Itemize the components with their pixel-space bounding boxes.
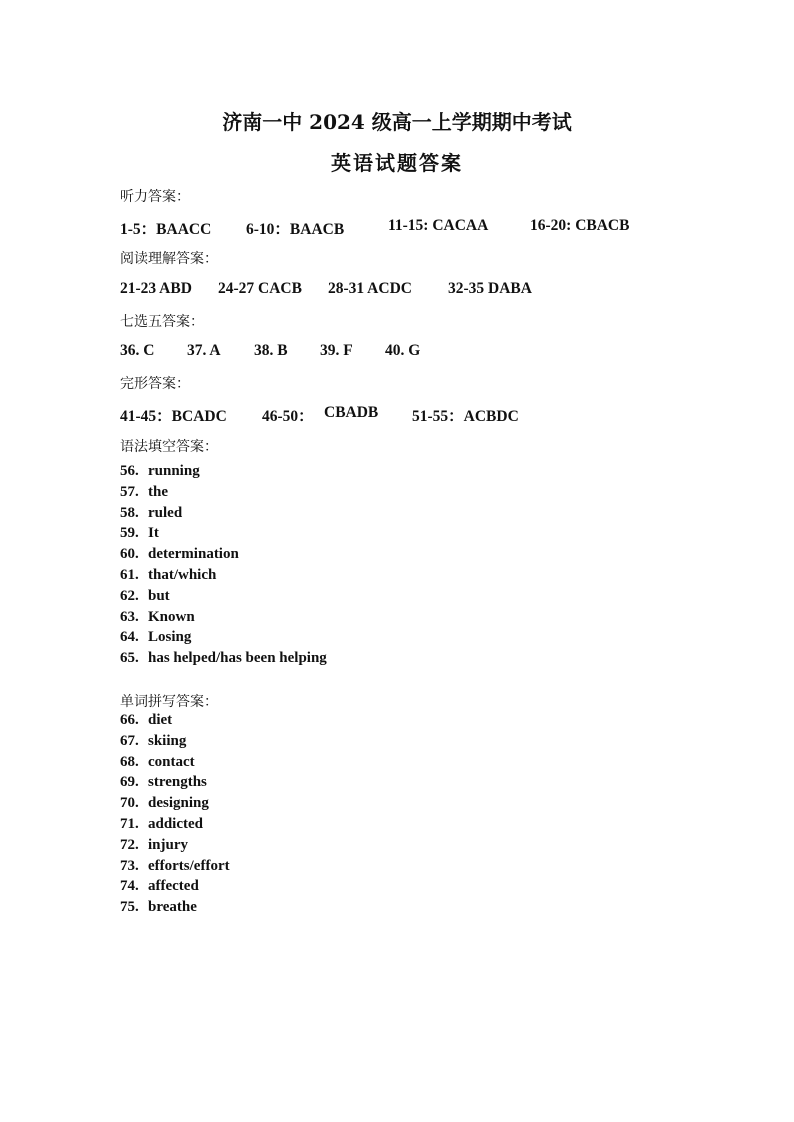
item-answer: affected (148, 878, 199, 895)
item-number: 68. (120, 753, 139, 770)
list-item (120, 482, 327, 503)
listening-answer-2: 6-10：BAACB (246, 221, 345, 238)
item-number: 62. (120, 587, 139, 604)
item-answer: the (148, 483, 168, 500)
seven-five-answer-38: 38. B (254, 342, 288, 359)
cloze-answer-2-label: 46-50： (262, 408, 314, 425)
item-number: 72. (120, 836, 139, 853)
list-item (120, 627, 327, 648)
item-answer: skiing (148, 732, 187, 749)
reading-answer-2: 24-27 CACB (218, 280, 302, 297)
cloze-answer-3: 51-55：ACBDC (412, 408, 519, 425)
item-answer: efforts/effort (148, 857, 230, 874)
list-item (120, 565, 327, 586)
reading-answer-1: 21-23 ABD (120, 280, 192, 297)
list-item (120, 814, 230, 835)
list-item (120, 523, 327, 544)
seven-five-answer-39: 39. F (320, 342, 353, 359)
item-answer: diet (148, 712, 173, 728)
seven-five-answer-37: 37. A (187, 342, 221, 359)
item-answer: designing (148, 795, 209, 812)
reading-answer-4: 32-35 DABA (448, 280, 532, 297)
item-number: 64. (120, 629, 139, 646)
item-answer: breathe (148, 899, 197, 916)
grammar-heading: 语法填空答案： (120, 439, 218, 455)
grammar-answer-list (120, 461, 327, 669)
item-number: 71. (120, 815, 139, 832)
item-number: 74. (120, 878, 139, 895)
item-number: 65. (120, 650, 139, 667)
item-number: 67. (120, 732, 139, 749)
list-item (120, 607, 327, 628)
reading-heading: 阅读理解答案： (120, 251, 218, 267)
item-answer: has helped/has been helping (148, 650, 327, 667)
item-number: 73. (120, 857, 139, 874)
item-answer: Losing (148, 629, 192, 646)
list-item (120, 752, 230, 773)
item-number: 63. (120, 608, 139, 625)
item-answer: strengths (148, 774, 207, 791)
item-number: 66. (120, 712, 139, 728)
item-answer: but (148, 587, 170, 604)
item-answer: It (148, 525, 159, 542)
list-item (120, 856, 230, 877)
list-item (120, 586, 327, 607)
item-number: 59. (120, 525, 139, 542)
listening-heading: 听力答案： (120, 189, 190, 205)
listening-answer-4: 16-20: CBACB (530, 217, 630, 234)
list-item (120, 772, 230, 793)
item-number: 69. (120, 774, 139, 791)
item-number: 75. (120, 899, 139, 916)
list-item (120, 897, 230, 918)
list-item (120, 835, 230, 856)
list-item (120, 710, 230, 731)
item-number: 56. (120, 463, 139, 479)
item-answer: addicted (148, 815, 204, 832)
listening-answer-3: 11-15: CACAA (388, 217, 489, 234)
seven-five-answer-36: 36. C (120, 342, 155, 359)
reading-answer-3: 28-31 ACDC (328, 280, 412, 297)
list-item (120, 461, 327, 482)
item-answer: running (148, 463, 200, 479)
item-number: 60. (120, 546, 139, 563)
item-number: 61. (120, 566, 139, 583)
cloze-heading: 完形答案： (120, 376, 190, 392)
list-item (120, 648, 327, 669)
item-number: 70. (120, 795, 139, 812)
spelling-answer-list (120, 710, 230, 918)
list-item (120, 876, 230, 897)
page-subtitle: 英语试题答案 (331, 151, 463, 175)
list-item (120, 503, 327, 524)
seven-five-heading: 七选五答案： (120, 314, 204, 330)
item-answer: contact (148, 753, 195, 770)
list-item (120, 731, 230, 752)
item-answer: Known (148, 608, 195, 625)
spelling-heading: 单词拼写答案： (120, 694, 218, 710)
list-item (120, 793, 230, 814)
cloze-answer-1: 41-45：BCADC (120, 408, 227, 425)
item-answer: determination (148, 546, 239, 563)
item-number: 57. (120, 483, 139, 500)
page-title: 济南一中 2024 级高一上学期期中考试 (222, 110, 572, 134)
item-answer: ruled (148, 504, 183, 521)
item-number: 58. (120, 504, 139, 521)
list-item (120, 544, 327, 565)
cloze-answer-2: CBADB (324, 404, 379, 421)
seven-five-answer-40: 40. G (385, 342, 421, 359)
listening-answer-1: 1-5：BAACC (120, 221, 212, 238)
item-answer: that/which (148, 566, 217, 583)
item-answer: injury (148, 836, 189, 853)
